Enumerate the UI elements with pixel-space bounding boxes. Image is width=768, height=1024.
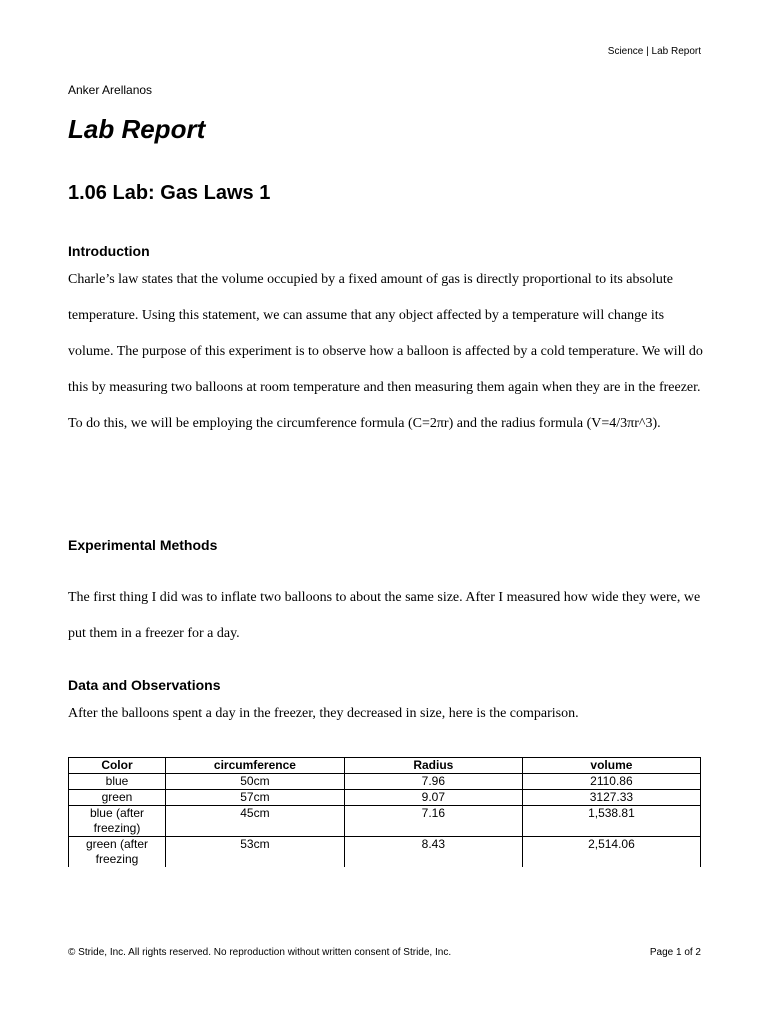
lab-title: 1.06 Lab: Gas Laws 1: [68, 182, 271, 204]
document-title: Lab Report: [68, 114, 206, 144]
cell-volume: 2,514.06: [522, 837, 700, 868]
header-circumference: circumference: [165, 758, 344, 774]
cell-color: green (after freezing: [69, 837, 166, 868]
introduction-text: Charle’s law states that the volume occupied by a fixed amount of gas is directly proportional to its absolute temperature. Using this statement, we can assume that any object affected by a temperature will change its volume. The purpose of this experiment is to observe how a balloon is affected by a cold temperature. We will do this by measuring two balloons at room temperature and then measuring them again when they are in the freezer. To do this, we will be employing the circumference formula (C=2πr) and the radius formula (V=4/3πr^3).: [68, 272, 703, 431]
cell-color: blue (after freezing): [69, 806, 166, 837]
cell-radius: 8.43: [344, 837, 522, 868]
table-row: [69, 774, 701, 790]
table-row: [69, 806, 701, 837]
table-row: [69, 837, 701, 868]
footer-copyright: © Stride, Inc. All rights reserved. No reproduction without written consent of Stride, Inc.: [68, 947, 452, 958]
header-volume: volume: [522, 758, 700, 774]
table-header-row: [69, 758, 701, 774]
cell-color: blue: [69, 774, 166, 790]
cell-color: green: [69, 790, 166, 806]
methods-heading: Experimental Methods: [68, 537, 218, 553]
cell-circumference: 57cm: [165, 790, 344, 806]
data-heading: Data and Observations: [68, 677, 221, 693]
cell-radius: 7.16: [344, 806, 522, 837]
table-row: [69, 790, 701, 806]
author-name: Anker Arellanos: [68, 83, 153, 97]
cell-circumference: 53cm: [165, 837, 344, 868]
cell-volume: 2110.86: [522, 774, 700, 790]
cell-radius: 9.07: [344, 790, 522, 806]
cell-circumference: 50cm: [165, 774, 344, 790]
page-header: Science | Lab Report: [607, 46, 701, 57]
cell-circumference: 45cm: [165, 806, 344, 837]
cell-volume: 1,538.81: [522, 806, 700, 837]
methods-text: The first thing I did was to inflate two balloons to about the same size. After I measured how wide they were, we put them in a freezer for a day.: [68, 590, 701, 641]
cell-radius: 7.96: [344, 774, 522, 790]
introduction-heading: Introduction: [68, 243, 150, 259]
header-color: Color: [69, 758, 166, 774]
data-text: After the balloons spent a day in the freezer, they decreased in size, here is the comparison.: [68, 706, 579, 721]
footer-page-number: Page 1 of 2: [649, 947, 701, 958]
cell-volume: 3127.33: [522, 790, 700, 806]
balloon-data-table: [68, 757, 701, 867]
header-radius: Radius: [344, 758, 522, 774]
